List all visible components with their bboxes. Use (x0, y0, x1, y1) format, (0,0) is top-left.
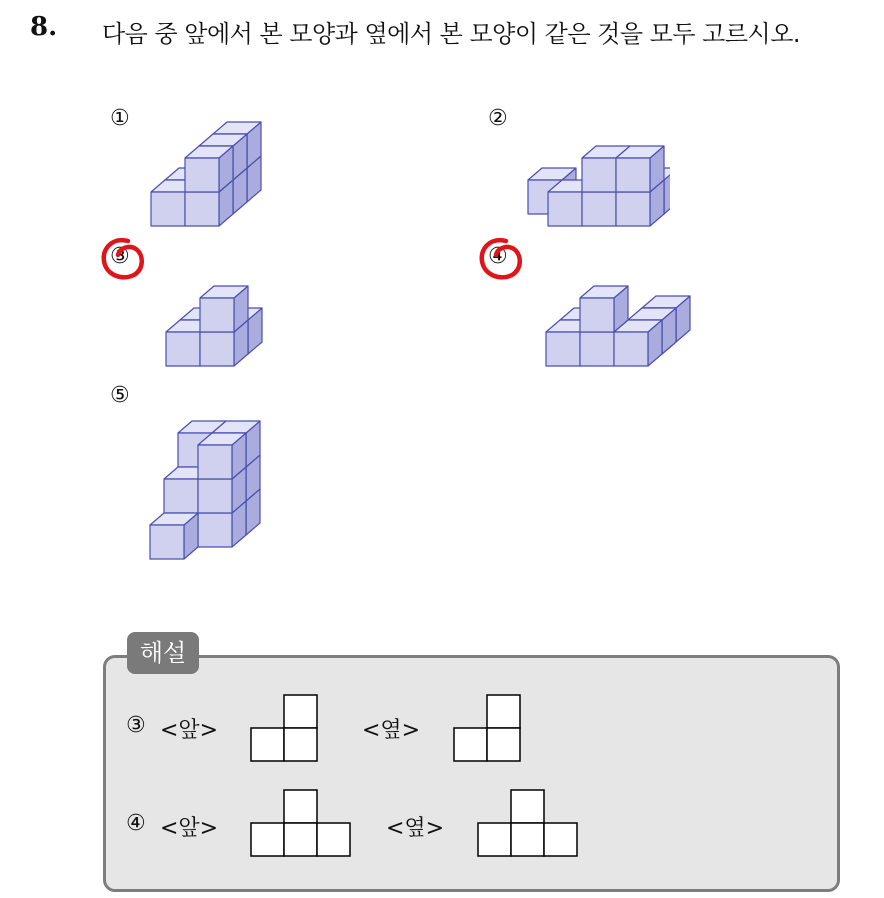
cube-front-face (198, 445, 232, 479)
cube-front-face (200, 298, 234, 332)
figure-option-2 (520, 118, 670, 233)
explanation-row-4-side-label: <옆> (386, 816, 445, 841)
figure-option-3 (156, 258, 286, 373)
cube-front-face (185, 192, 219, 226)
cube-front-face (580, 298, 614, 332)
view-grid-4-side (477, 789, 580, 859)
answer-mark-4 (476, 233, 528, 285)
cube-front-face (150, 525, 184, 559)
explanation-tag: 해설 (127, 632, 199, 674)
figure-option-5 (140, 395, 280, 570)
explanation-row-3-front-label: <앞> (160, 718, 219, 743)
view-grid-3-side (453, 694, 523, 764)
cube-front-face (164, 479, 198, 513)
option-label-1: ① (110, 106, 130, 131)
cube-front-face (580, 332, 614, 366)
question-text: 다음 중 앞에서 본 모양과 옆에서 본 모양이 같은 것을 모두 고르시오. (102, 20, 801, 48)
cube-front-face (616, 192, 650, 226)
option-label-5: ⑤ (110, 383, 130, 408)
figure-option-1 (140, 118, 270, 233)
question-number: 8. (30, 12, 58, 42)
option-label-4: ④ (488, 244, 508, 269)
view-grid-3-front (250, 694, 320, 764)
cube-front-face (548, 192, 582, 226)
cube-front-face (198, 513, 232, 547)
cube-front-face (200, 332, 234, 366)
cube-front-face (546, 332, 580, 366)
cube-front-face (614, 332, 648, 366)
cube-front-face (582, 158, 616, 192)
cube-front-face (582, 192, 616, 226)
figure-option-4 (536, 258, 706, 373)
cube-front-face (151, 192, 185, 226)
answer-mark-3 (98, 233, 150, 285)
view-grid-4-front (250, 789, 353, 859)
option-label-2: ② (488, 106, 508, 131)
cube-front-face (616, 158, 650, 192)
cube-front-face (198, 479, 232, 513)
explanation-row-3-number: ③ (126, 713, 146, 738)
cube-front-face (185, 158, 219, 192)
explanation-panel (103, 655, 840, 892)
explanation-row-4-front-label: <앞> (160, 816, 219, 841)
explanation-row-3-side-label: <옆> (362, 718, 421, 743)
cube-front-face (166, 332, 200, 366)
option-label-3: ③ (110, 244, 130, 269)
explanation-row-4-number: ④ (126, 811, 146, 836)
